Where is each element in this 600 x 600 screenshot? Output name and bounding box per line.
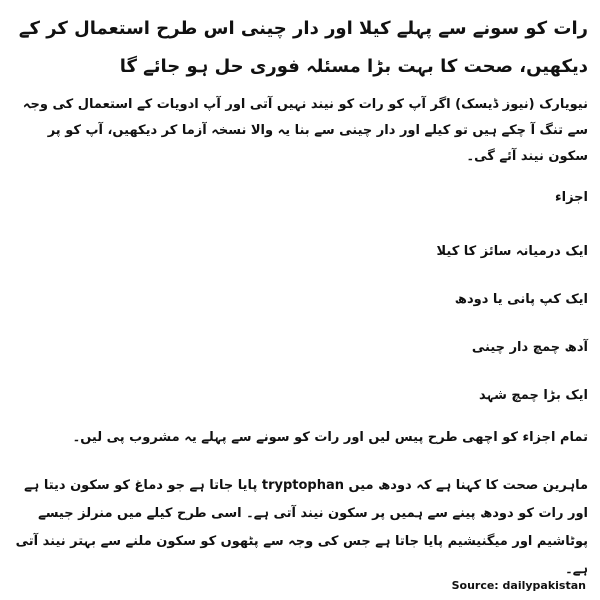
ingredient-item: ایک بڑا چمچ شہد: [478, 388, 588, 403]
ingredients-list: [12, 242, 588, 406]
ingredients-heading: اجزاء: [554, 190, 588, 205]
source-credit: Source: dailypakistan: [451, 579, 586, 592]
preparation-instructions: تمام اجزاء کو اچھی طرح پیس لیں اور رات کو سونے سے پہلے یہ مشروب پی لیں۔: [72, 430, 588, 445]
experts-paragraph: ماہرین صحت کا کہنا ہے کہ دودھ میں tryptophan پایا جاتا ہے جو دماغ کو سکون دیتا ہے اور رات کو دودھ پینے سے ہمیں پر سکون نیند آتی ہے۔ اسی طرح کیلے میں منرلز جیسے پوٹاشیم اور میگنیشیم پایا جاتا ہے جس کی وجہ سے پٹھوں کو سکون ملنے سے بہتر نیند آتی ہے۔: [15, 478, 588, 577]
ingredient-item: ایک درمیانہ سائز کا کیلا: [436, 244, 588, 259]
article-headline: رات کو سونے سے پہلے کیلا اور دار چینی اس طرح استعمال کر کے دیکھیں، صحت کا بہت بڑا مسئلہ فوری حل ہو جائے گا: [18, 18, 588, 77]
ingredient-item: ایک کپ پانی یا دودھ: [454, 292, 588, 307]
ingredient-item: آدھ چمچ دار چینی: [471, 340, 588, 355]
article-intro: نیویارک (نیوز ڈیسک) اگر آپ کو رات کو نیند نہیں آتی اور آپ ادویات کے استعمال کی وجہ سے تنگ آ چکے ہیں تو کیلے اور دار چینی سے بنا یہ والا نسخہ آزما کر دیکھیں، آپ کو پر سکون نیند آئے گی۔: [22, 97, 588, 164]
